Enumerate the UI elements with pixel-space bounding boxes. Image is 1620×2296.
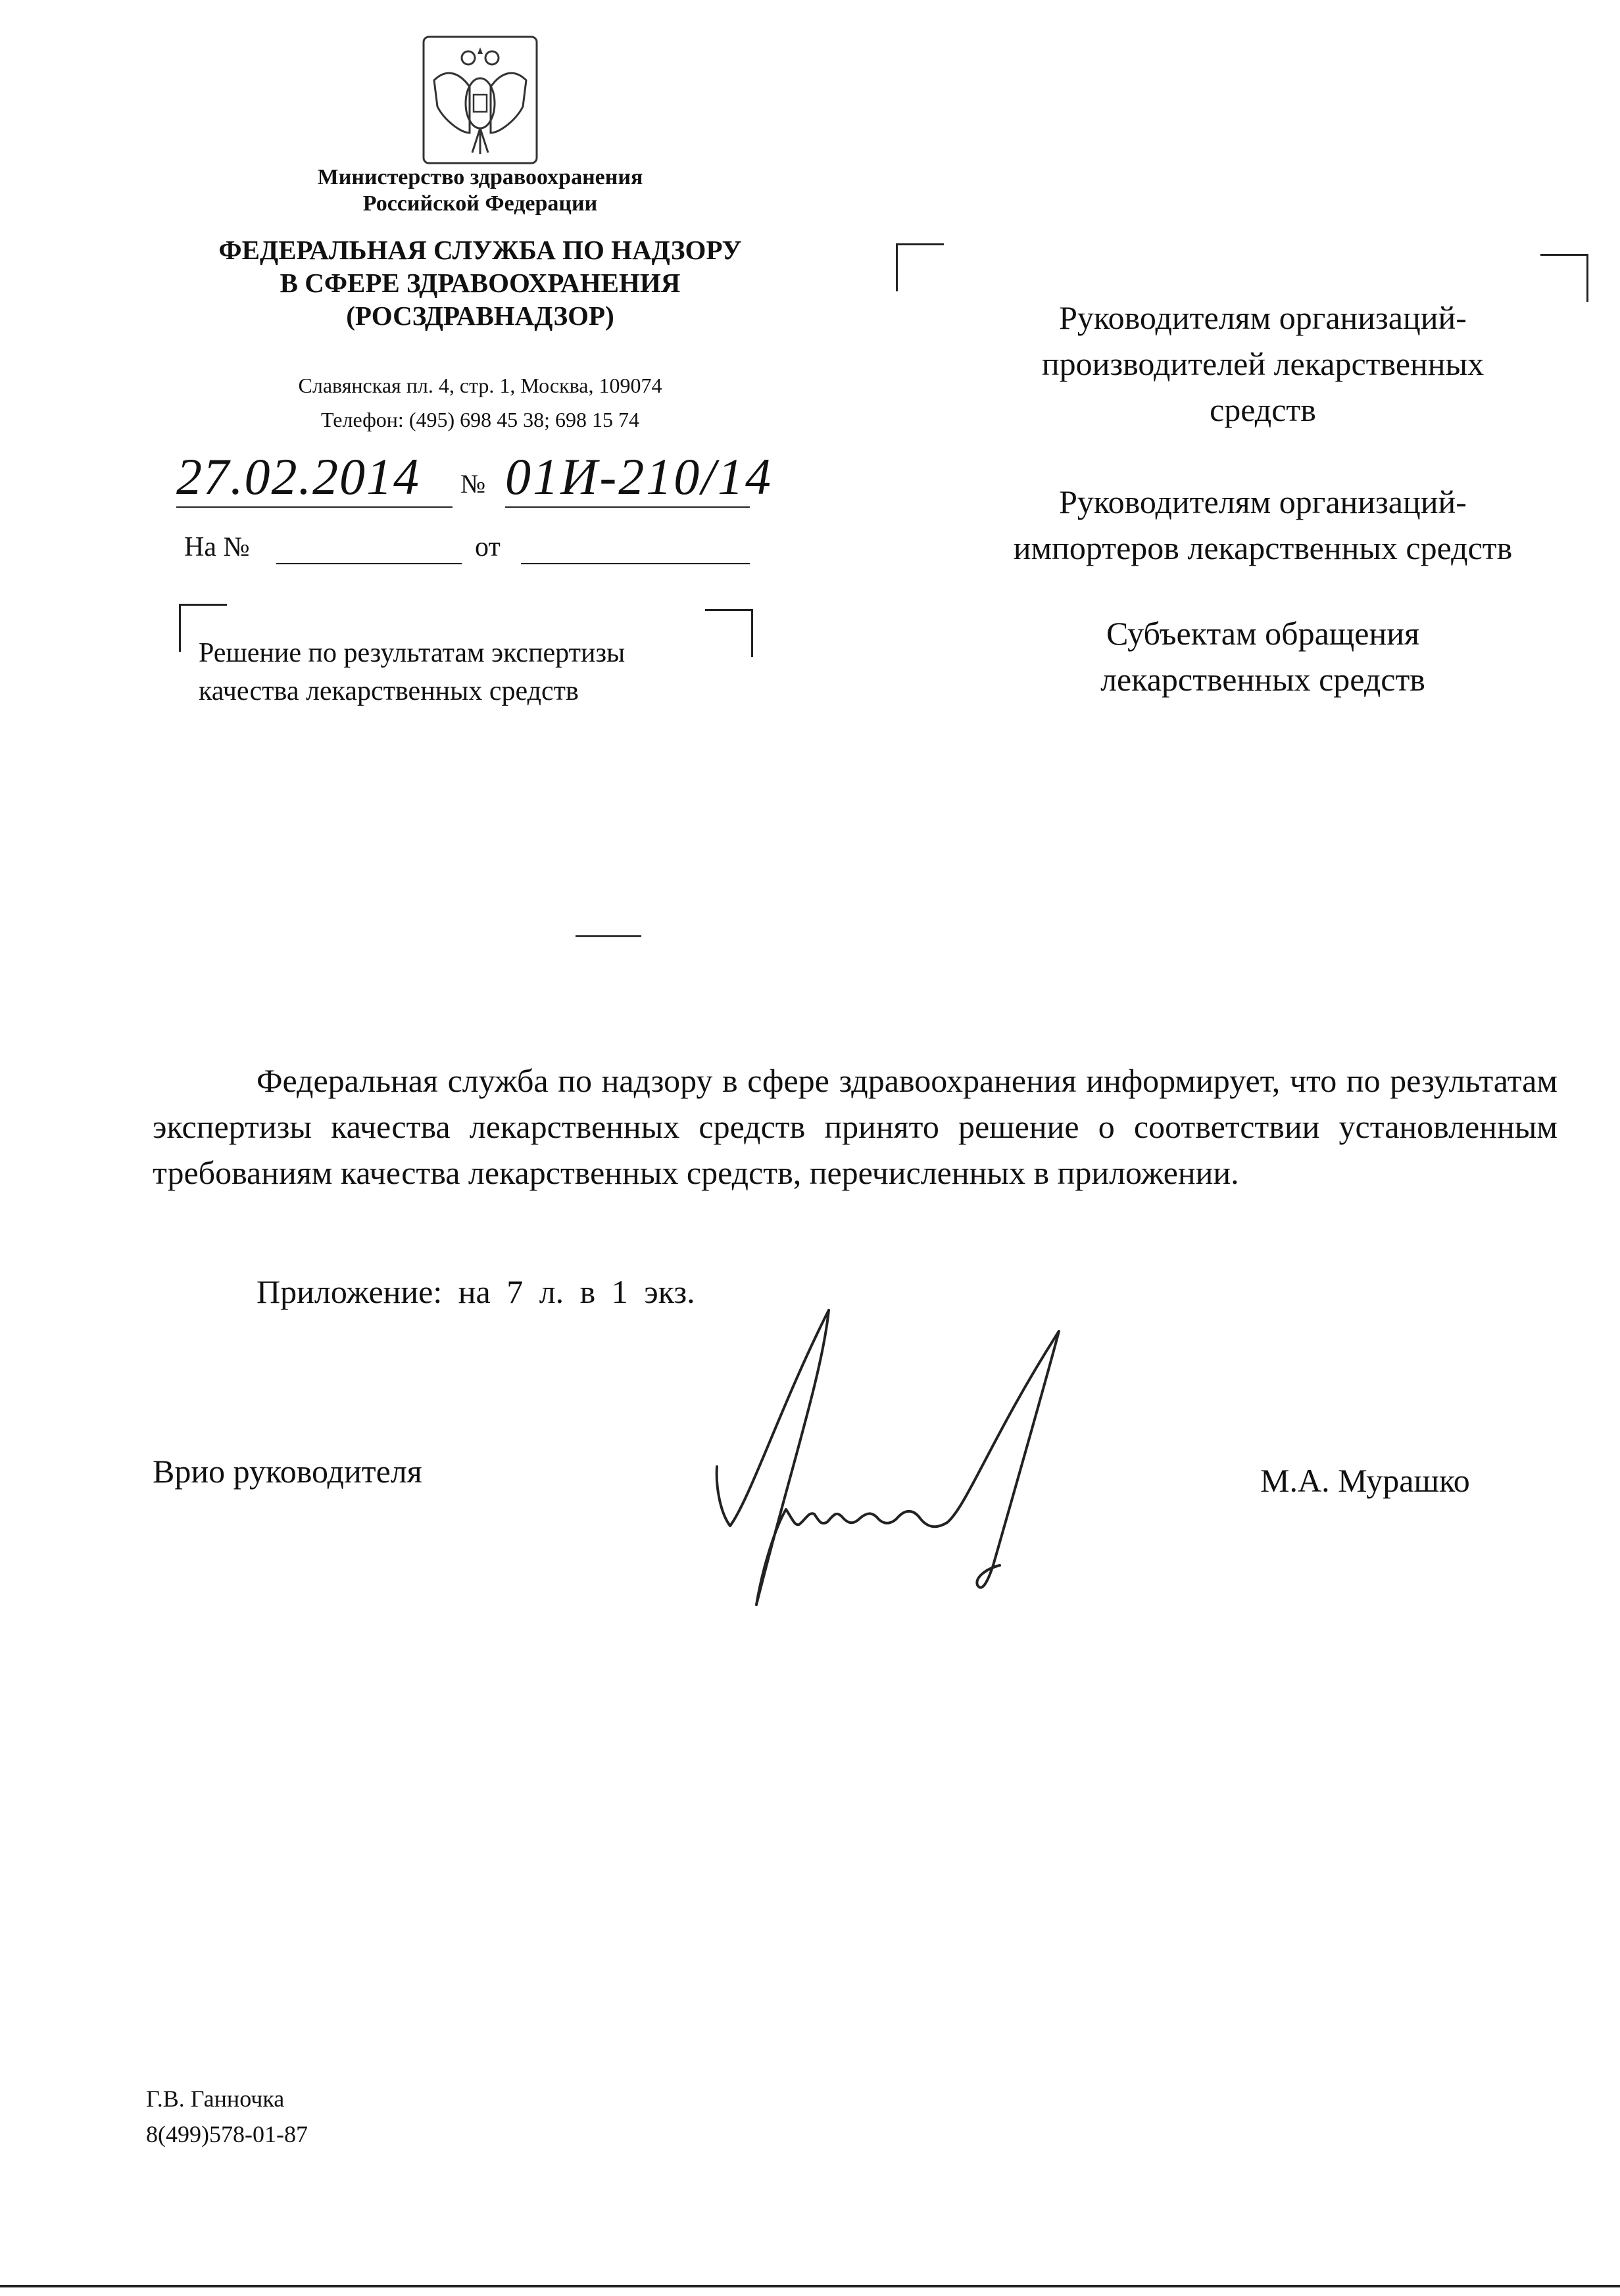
- recipient-line: лекарственных средств: [1100, 661, 1425, 698]
- attachment-note: Приложение: на 7 л. в 1 экз.: [257, 1273, 695, 1310]
- recipient-producers: [908, 295, 1618, 433]
- executor-name: Г.В. Ганночка: [146, 2086, 285, 2112]
- reference-number-blank: [276, 563, 462, 564]
- body-paragraph: Федеральная служба по надзору в сфере здравоохранения информирует, что по результатам экспертизы качества лекарственных средств принято решение о соответствии установленным требованиям качества лекарственных средств, перечисленных в приложении.: [153, 1062, 1558, 1191]
- coat-of-arms-emblem: [421, 34, 539, 166]
- subject-line-2: качества лекарственных средств: [199, 676, 579, 706]
- number-underline: [505, 506, 750, 508]
- subject-line-1: Решение по результатам экспертизы: [199, 638, 626, 668]
- signatory-name: М.А. Мурашко: [1260, 1462, 1470, 1499]
- reference-number-label: На №: [184, 532, 250, 562]
- recipient-importers: [908, 479, 1618, 571]
- reference-date-blank: [521, 563, 750, 564]
- recipient-bracket-left: [896, 243, 944, 291]
- recipient-line: Субъектам обращения: [1106, 615, 1419, 652]
- executor-phone: 8(499)578-01-87: [146, 2121, 308, 2147]
- recipient-line: Руководителям организаций-: [1059, 483, 1467, 520]
- agency-line-2: В СФЕРЕ ЗДРАВООХРАНЕНИЯ: [280, 268, 681, 298]
- agency-phone: Телефон: (495) 698 45 38; 698 15 74: [320, 408, 640, 431]
- agency-line-3: (РОСЗДРАВНАДЗОР): [346, 301, 614, 331]
- letter-body: [153, 1058, 1558, 1196]
- date-underline: [176, 506, 453, 508]
- letter-subject: [199, 634, 764, 710]
- agency-line-1: ФЕДЕРАЛЬНАЯ СЛУЖБА ПО НАДЗОРУ: [218, 235, 742, 265]
- handwritten-number: 01И-210/14: [505, 448, 773, 505]
- recipient-line: Руководителям организаций-: [1059, 299, 1467, 336]
- recipient-circulation-subjects: [908, 610, 1618, 702]
- handwritten-signature: [710, 1302, 1079, 1618]
- recipient-line: производителей лекарственных: [1041, 345, 1485, 382]
- ministry-name: [197, 164, 763, 217]
- number-sign: №: [460, 469, 486, 499]
- handwritten-date: 27.02.2014: [176, 448, 420, 505]
- recipient-line: средств: [1210, 391, 1316, 428]
- page-bottom-rule: [0, 2285, 1620, 2287]
- recipient-line: импортеров лекарственных средств: [1013, 529, 1513, 566]
- ministry-line-1: Министерство здравоохранения: [317, 165, 643, 189]
- signatory-position: Врио руководителя: [153, 1453, 422, 1490]
- ministry-line-2: Российской Федерации: [362, 191, 598, 216]
- reference-date-label: от: [475, 532, 501, 562]
- separator-dash: [576, 935, 641, 937]
- agency-name: [158, 233, 802, 332]
- agency-contacts: [197, 368, 763, 437]
- agency-address: Славянская пл. 4, стр. 1, Москва, 109074: [298, 374, 662, 397]
